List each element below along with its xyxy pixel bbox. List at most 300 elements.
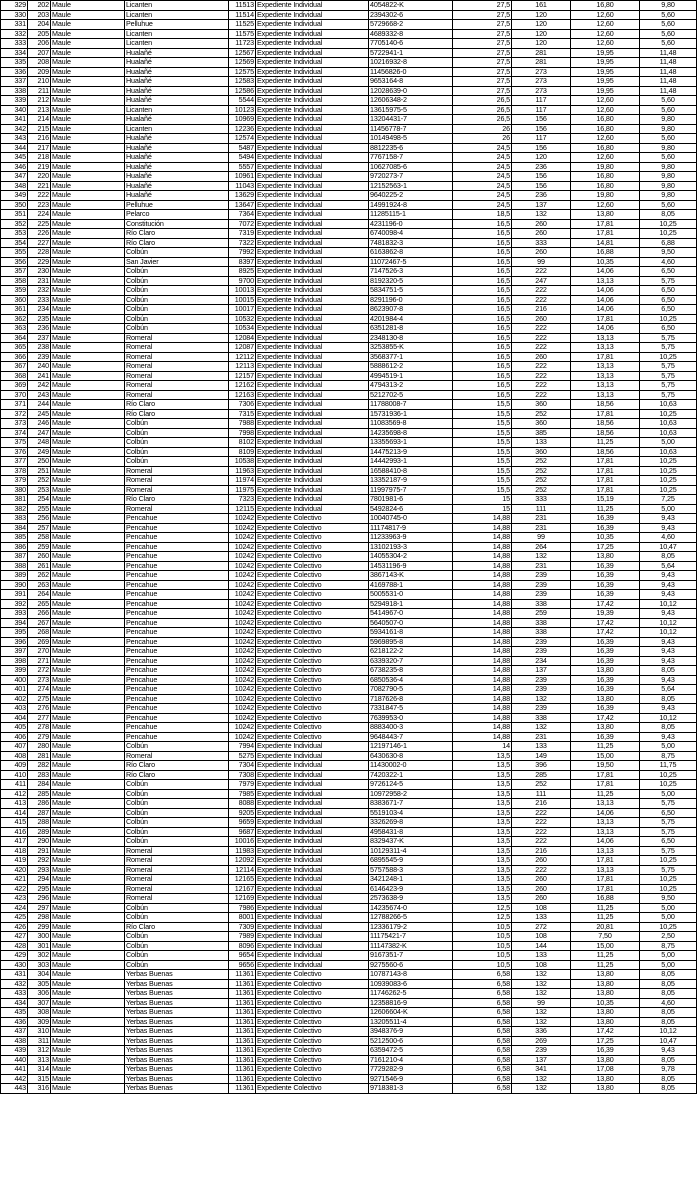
quantity-value-cell: 273 — [512, 86, 571, 96]
row-number-cell: 406 — [1, 732, 28, 742]
amount-a-cell: 13,80 — [571, 1008, 640, 1018]
amount-b-cell: 9,78 — [640, 1065, 697, 1075]
amount-a-cell: 17,25 — [571, 542, 640, 552]
amount-b-cell: 10,25 — [640, 466, 697, 476]
file-type-cell: Expediente Individual — [256, 333, 369, 343]
region-cell: Maule — [51, 875, 125, 885]
amount-b-cell: 5,00 — [640, 742, 697, 752]
project-code-cell: 9654 — [229, 951, 256, 961]
item-number-cell: 291 — [28, 846, 51, 856]
project-code-cell: 12586 — [229, 86, 256, 96]
quantity-value-cell: 108 — [512, 960, 571, 970]
project-code-cell: 10242 — [229, 542, 256, 552]
file-type-cell: Expediente Individual — [256, 751, 369, 761]
quantity-value-cell: 117 — [512, 134, 571, 144]
project-code-cell: 11361 — [229, 998, 256, 1008]
table-row — [1, 590, 697, 600]
region-cell: Maule — [51, 846, 125, 856]
row-number-cell: 390 — [1, 580, 28, 590]
project-code-cell: 10242 — [229, 580, 256, 590]
amount-a-cell: 17,42 — [571, 628, 640, 638]
score-value-cell: 14,88 — [453, 618, 512, 628]
quantity-value-cell: 341 — [512, 1065, 571, 1075]
project-code-cell: 7304 — [229, 761, 256, 771]
file-type-cell: Expediente Individual — [256, 875, 369, 885]
row-number-cell: 377 — [1, 457, 28, 467]
amount-b-cell: 9,80 — [640, 172, 697, 182]
file-type-cell: Expediente Colectivo — [256, 1046, 369, 1056]
project-code-cell: 8088 — [229, 799, 256, 809]
rut-cell: 10972958-2 — [369, 789, 453, 799]
region-cell: Maule — [51, 951, 125, 961]
file-type-cell: Expediente Individual — [256, 485, 369, 495]
score-value-cell: 6,58 — [453, 1027, 512, 1037]
region-cell: Maule — [51, 704, 125, 714]
amount-b-cell: 6,50 — [640, 324, 697, 334]
commune-cell: Yerbas Buenas — [125, 1036, 229, 1046]
row-number-cell: 364 — [1, 333, 28, 343]
project-code-cell: 5544 — [229, 96, 256, 106]
amount-b-cell: 8,75 — [640, 751, 697, 761]
score-value-cell: 14,88 — [453, 590, 512, 600]
file-type-cell: Expediente Individual — [256, 419, 369, 429]
project-code-cell: 10242 — [229, 533, 256, 543]
amount-a-cell: 12,60 — [571, 105, 640, 115]
commune-cell: Pencahue — [125, 618, 229, 628]
item-number-cell: 305 — [28, 979, 51, 989]
rut-cell: 7420322-1 — [369, 770, 453, 780]
commune-cell: Yerbas Buenas — [125, 970, 229, 980]
quantity-value-cell: 333 — [512, 238, 571, 248]
quantity-value-cell: 239 — [512, 675, 571, 685]
table-row — [1, 1008, 697, 1018]
row-number-cell: 368 — [1, 371, 28, 381]
region-cell: Maule — [51, 134, 125, 144]
file-type-cell: Expediente Individual — [256, 894, 369, 904]
rut-cell: 5757588-3 — [369, 865, 453, 875]
rut-cell: 5212500-6 — [369, 1036, 453, 1046]
region-cell: Maule — [51, 86, 125, 96]
region-cell: Maule — [51, 248, 125, 258]
row-number-cell: 407 — [1, 742, 28, 752]
table-row — [1, 685, 697, 695]
table-row — [1, 732, 697, 742]
region-cell: Maule — [51, 751, 125, 761]
file-type-cell: Expediente Individual — [256, 390, 369, 400]
rut-cell: 7481832-3 — [369, 238, 453, 248]
score-value-cell: 14,88 — [453, 552, 512, 562]
rut-cell: 16588410-8 — [369, 466, 453, 476]
quantity-value-cell: 222 — [512, 837, 571, 847]
commune-cell: Colbún — [125, 248, 229, 258]
region-cell: Maule — [51, 979, 125, 989]
quantity-value-cell: 156 — [512, 143, 571, 153]
quantity-value-cell: 239 — [512, 590, 571, 600]
row-number-cell: 384 — [1, 523, 28, 533]
project-code-cell: 11361 — [229, 1084, 256, 1094]
quantity-value-cell: 222 — [512, 390, 571, 400]
amount-b-cell: 5,00 — [640, 960, 697, 970]
region-cell: Maule — [51, 865, 125, 875]
commune-cell: Romeral — [125, 466, 229, 476]
file-type-cell: Expediente Individual — [256, 960, 369, 970]
rut-cell: 6895545-9 — [369, 856, 453, 866]
commune-cell: Licanten — [125, 105, 229, 115]
file-type-cell: Expediente Individual — [256, 438, 369, 448]
row-number-cell: 439 — [1, 1046, 28, 1056]
score-value-cell: 16,5 — [453, 305, 512, 315]
row-number-cell: 355 — [1, 248, 28, 258]
item-number-cell: 303 — [28, 960, 51, 970]
project-code-cell: 12163 — [229, 390, 256, 400]
file-type-cell: Expediente Individual — [256, 181, 369, 191]
item-number-cell: 211 — [28, 86, 51, 96]
file-type-cell: Expediente Individual — [256, 314, 369, 324]
item-number-cell: 258 — [28, 533, 51, 543]
commune-cell: Pencahue — [125, 609, 229, 619]
score-value-cell: 13,5 — [453, 884, 512, 894]
quantity-value-cell: 144 — [512, 941, 571, 951]
region-cell: Maule — [51, 1046, 125, 1056]
amount-b-cell: 5,75 — [640, 381, 697, 391]
file-type-cell: Expediente Individual — [256, 428, 369, 438]
project-code-cell: 10242 — [229, 514, 256, 524]
commune-cell: Colbún — [125, 295, 229, 305]
region-cell: Maule — [51, 970, 125, 980]
amount-a-cell: 13,13 — [571, 865, 640, 875]
amount-a-cell: 7,50 — [571, 932, 640, 942]
row-number-cell: 349 — [1, 191, 28, 201]
region-cell: Maule — [51, 1027, 125, 1037]
project-code-cell: 12165 — [229, 875, 256, 885]
file-type-cell: Expediente Colectivo — [256, 514, 369, 524]
item-number-cell: 295 — [28, 884, 51, 894]
file-type-cell: Expediente Individual — [256, 48, 369, 58]
rut-cell: 12606604-K — [369, 1008, 453, 1018]
amount-b-cell: 5,75 — [640, 362, 697, 372]
amount-a-cell: 11,25 — [571, 742, 640, 752]
amount-a-cell: 14,06 — [571, 808, 640, 818]
file-type-cell: Expediente Individual — [256, 200, 369, 210]
file-type-cell: Expediente Individual — [256, 10, 369, 20]
rut-cell: 8623907-8 — [369, 305, 453, 315]
row-number-cell: 414 — [1, 808, 28, 818]
amount-b-cell: 9,43 — [640, 647, 697, 657]
table-row — [1, 694, 697, 704]
project-code-cell: 10017 — [229, 305, 256, 315]
region-cell: Maule — [51, 998, 125, 1008]
file-type-cell: Expediente Colectivo — [256, 998, 369, 1008]
quantity-value-cell: 156 — [512, 115, 571, 125]
table-row — [1, 305, 697, 315]
rut-cell: 4201984-4 — [369, 314, 453, 324]
region-cell: Maule — [51, 1084, 125, 1094]
file-type-cell: Expediente Individual — [256, 276, 369, 286]
score-value-cell: 6,58 — [453, 979, 512, 989]
quantity-value-cell: 137 — [512, 666, 571, 676]
commune-cell: Pencahue — [125, 514, 229, 524]
item-number-cell: 213 — [28, 105, 51, 115]
row-number-cell: 361 — [1, 305, 28, 315]
amount-a-cell: 13,13 — [571, 818, 640, 828]
file-type-cell: Expediente Colectivo — [256, 1065, 369, 1075]
score-value-cell: 6,58 — [453, 970, 512, 980]
amount-a-cell: 17,08 — [571, 1065, 640, 1075]
table-row — [1, 105, 697, 115]
quantity-value-cell: 222 — [512, 818, 571, 828]
table-row — [1, 571, 697, 581]
project-code-cell: 9205 — [229, 808, 256, 818]
file-type-cell: Expediente Colectivo — [256, 533, 369, 543]
row-number-cell: 408 — [1, 751, 28, 761]
score-value-cell: 24,5 — [453, 200, 512, 210]
quantity-value-cell: 120 — [512, 39, 571, 49]
commune-cell: Romeral — [125, 476, 229, 486]
amount-b-cell: 10,25 — [640, 219, 697, 229]
item-number-cell: 251 — [28, 466, 51, 476]
item-number-cell: 268 — [28, 628, 51, 638]
score-value-cell: 14,88 — [453, 713, 512, 723]
commune-cell: Pencahue — [125, 656, 229, 666]
amount-b-cell: 9,50 — [640, 248, 697, 258]
quantity-value-cell: 156 — [512, 124, 571, 134]
amount-b-cell: 10,25 — [640, 856, 697, 866]
commune-cell: Romeral — [125, 362, 229, 372]
quantity-value-cell: 117 — [512, 96, 571, 106]
region-cell: Maule — [51, 419, 125, 429]
project-code-cell: 7315 — [229, 409, 256, 419]
rut-cell: 7801981-6 — [369, 495, 453, 505]
region-cell: Maule — [51, 1055, 125, 1065]
row-number-cell: 371 — [1, 400, 28, 410]
commune-cell: Río Claro — [125, 495, 229, 505]
item-number-cell: 283 — [28, 770, 51, 780]
amount-a-cell: 14,81 — [571, 238, 640, 248]
commune-cell: Yerbas Buenas — [125, 1055, 229, 1065]
amount-a-cell: 16,80 — [571, 143, 640, 153]
commune-cell: Yerbas Buenas — [125, 998, 229, 1008]
table-row — [1, 637, 697, 647]
item-number-cell: 255 — [28, 504, 51, 514]
item-number-cell: 306 — [28, 989, 51, 999]
table-row — [1, 742, 697, 752]
table-row — [1, 799, 697, 809]
row-number-cell: 338 — [1, 86, 28, 96]
item-number-cell: 311 — [28, 1036, 51, 1046]
amount-a-cell: 19,50 — [571, 761, 640, 771]
rut-cell: 12336179-2 — [369, 922, 453, 932]
rut-cell: 6339320-7 — [369, 656, 453, 666]
project-code-cell: 8096 — [229, 941, 256, 951]
file-type-cell: Expediente Individual — [256, 447, 369, 457]
amount-a-cell: 16,80 — [571, 172, 640, 182]
file-type-cell: Expediente Colectivo — [256, 561, 369, 571]
region-cell: Maule — [51, 466, 125, 476]
file-type-cell: Expediente Colectivo — [256, 1027, 369, 1037]
commune-cell: Yerbas Buenas — [125, 989, 229, 999]
commune-cell: Pelarco — [125, 210, 229, 220]
row-number-cell: 373 — [1, 419, 28, 429]
project-code-cell: 12157 — [229, 371, 256, 381]
row-number-cell: 423 — [1, 894, 28, 904]
rut-cell: 5294918-1 — [369, 599, 453, 609]
score-value-cell: 27,5 — [453, 20, 512, 30]
rut-cell: 5934161-8 — [369, 628, 453, 638]
amount-a-cell: 16,39 — [571, 514, 640, 524]
commune-cell: Pencahue — [125, 647, 229, 657]
rut-cell: 8812235-6 — [369, 143, 453, 153]
quantity-value-cell: 120 — [512, 153, 571, 163]
table-row — [1, 789, 697, 799]
score-value-cell: 14,88 — [453, 599, 512, 609]
amount-b-cell: 11,75 — [640, 761, 697, 771]
rut-cell: 4054822-K — [369, 1, 453, 11]
score-value-cell: 18,5 — [453, 210, 512, 220]
amount-a-cell: 14,06 — [571, 286, 640, 296]
quantity-value-cell: 231 — [512, 514, 571, 524]
amount-a-cell: 16,39 — [571, 523, 640, 533]
amount-b-cell: 9,43 — [640, 637, 697, 647]
score-value-cell: 24,5 — [453, 153, 512, 163]
row-number-cell: 420 — [1, 865, 28, 875]
rut-cell: 10149498-5 — [369, 134, 453, 144]
item-number-cell: 223 — [28, 200, 51, 210]
commune-cell: Colbún — [125, 267, 229, 277]
item-number-cell: 286 — [28, 799, 51, 809]
item-number-cell: 290 — [28, 837, 51, 847]
amount-a-cell: 13,80 — [571, 970, 640, 980]
file-type-cell: Expediente Individual — [256, 846, 369, 856]
project-code-cell: 13647 — [229, 200, 256, 210]
item-number-cell: 257 — [28, 523, 51, 533]
file-type-cell: Expediente Individual — [256, 134, 369, 144]
row-number-cell: 427 — [1, 932, 28, 942]
file-type-cell: Expediente Individual — [256, 39, 369, 49]
region-cell: Maule — [51, 960, 125, 970]
project-code-cell: 11361 — [229, 1017, 256, 1027]
amount-b-cell: 5,60 — [640, 39, 697, 49]
amount-b-cell: 5,60 — [640, 29, 697, 39]
amount-b-cell: 8,05 — [640, 1084, 697, 1094]
item-number-cell: 278 — [28, 723, 51, 733]
table-row — [1, 922, 697, 932]
commune-cell: Colbún — [125, 951, 229, 961]
amount-b-cell: 5,75 — [640, 276, 697, 286]
rut-cell: 11456778-7 — [369, 124, 453, 134]
amount-a-cell: 19,95 — [571, 86, 640, 96]
row-number-cell: 342 — [1, 124, 28, 134]
amount-a-cell: 14,06 — [571, 305, 640, 315]
project-code-cell: 12583 — [229, 77, 256, 87]
project-code-cell: 10242 — [229, 590, 256, 600]
score-value-cell: 14,88 — [453, 561, 512, 571]
commune-cell: Pencahue — [125, 732, 229, 742]
score-value-cell: 15,5 — [453, 447, 512, 457]
item-number-cell: 300 — [28, 932, 51, 942]
region-cell: Maule — [51, 656, 125, 666]
region-cell: Maule — [51, 770, 125, 780]
rut-cell: 9726124-5 — [369, 780, 453, 790]
score-value-cell: 14,88 — [453, 723, 512, 733]
amount-a-cell: 16,80 — [571, 115, 640, 125]
score-value-cell: 27,5 — [453, 39, 512, 49]
project-code-cell: 7364 — [229, 210, 256, 220]
project-code-cell: 10242 — [229, 704, 256, 714]
amount-b-cell: 9,80 — [640, 1, 697, 11]
quantity-value-cell: 132 — [512, 989, 571, 999]
table-row — [1, 989, 697, 999]
commune-cell: Hualañé — [125, 162, 229, 172]
amount-a-cell: 17,42 — [571, 599, 640, 609]
rut-cell: 9653164-8 — [369, 77, 453, 87]
table-row — [1, 523, 697, 533]
rut-cell: 5640507-0 — [369, 618, 453, 628]
commune-cell: Río Claro — [125, 409, 229, 419]
amount-b-cell: 5,00 — [640, 903, 697, 913]
row-number-cell: 391 — [1, 590, 28, 600]
file-type-cell: Expediente Individual — [256, 172, 369, 182]
quantity-value-cell: 252 — [512, 409, 571, 419]
amount-a-cell: 15,00 — [571, 941, 640, 951]
item-number-cell: 262 — [28, 571, 51, 581]
project-code-cell: 10242 — [229, 561, 256, 571]
quantity-value-cell: 132 — [512, 552, 571, 562]
project-code-cell: 11525 — [229, 20, 256, 30]
table-row — [1, 533, 697, 543]
commune-cell: Río Claro — [125, 770, 229, 780]
amount-b-cell: 10,12 — [640, 599, 697, 609]
rut-cell: 11175421-7 — [369, 932, 453, 942]
rut-cell: 4231196-0 — [369, 219, 453, 229]
project-code-cell: 11361 — [229, 1027, 256, 1037]
commune-cell: Yerbas Buenas — [125, 1065, 229, 1075]
amount-a-cell: 16,39 — [571, 685, 640, 695]
table-row — [1, 865, 697, 875]
amount-a-cell: 19,95 — [571, 77, 640, 87]
file-type-cell: Expediente Individual — [256, 913, 369, 923]
amount-a-cell: 16,39 — [571, 647, 640, 657]
quantity-value-cell: 239 — [512, 571, 571, 581]
project-code-cell: 10242 — [229, 523, 256, 533]
region-cell: Maule — [51, 333, 125, 343]
amount-a-cell: 11,25 — [571, 951, 640, 961]
rut-cell: 7729282-9 — [369, 1065, 453, 1075]
item-number-cell: 288 — [28, 818, 51, 828]
amount-a-cell: 17,81 — [571, 466, 640, 476]
quantity-value-cell: 239 — [512, 647, 571, 657]
region-cell: Maule — [51, 219, 125, 229]
region-cell: Maule — [51, 903, 125, 913]
item-number-cell: 220 — [28, 172, 51, 182]
rut-cell: 6146423-9 — [369, 884, 453, 894]
quantity-value-cell: 133 — [512, 742, 571, 752]
commune-cell: Pencahue — [125, 571, 229, 581]
score-value-cell: 10,5 — [453, 951, 512, 961]
item-number-cell: 269 — [28, 637, 51, 647]
quantity-value-cell: 260 — [512, 314, 571, 324]
table-row — [1, 48, 697, 58]
project-code-cell: 11975 — [229, 485, 256, 495]
amount-b-cell: 10,12 — [640, 628, 697, 638]
table-row — [1, 1046, 697, 1056]
project-code-cell: 11361 — [229, 979, 256, 989]
project-code-cell: 10242 — [229, 599, 256, 609]
row-number-cell: 362 — [1, 314, 28, 324]
row-number-cell: 331 — [1, 20, 28, 30]
amount-b-cell: 8,75 — [640, 941, 697, 951]
amount-b-cell: 8,05 — [640, 552, 697, 562]
table-row — [1, 960, 697, 970]
